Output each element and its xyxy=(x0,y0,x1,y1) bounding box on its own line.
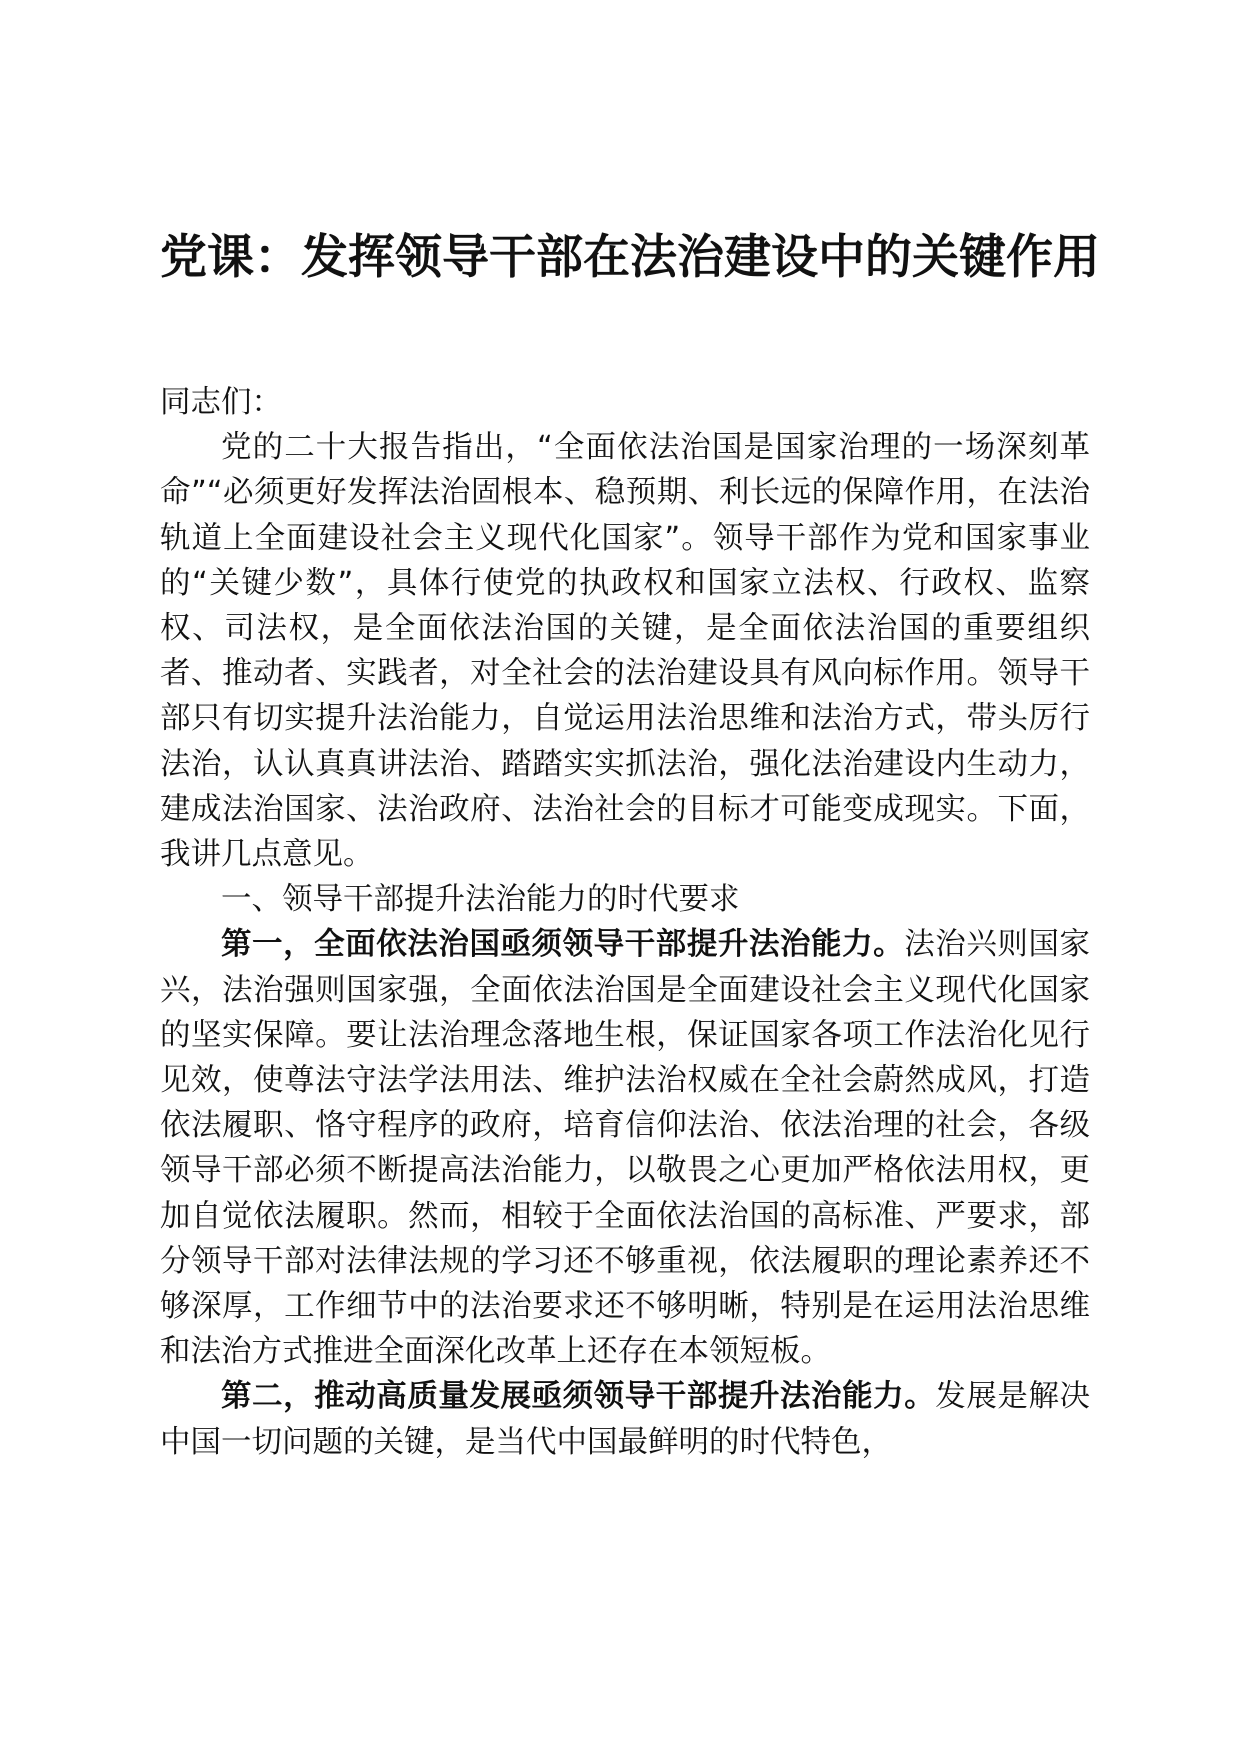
section-heading: 一、领导干部提升法治能力的时代要求 xyxy=(221,882,740,918)
intro-paragraph: 党的二十大报告指出，“全面依法治国是国家治理的一场深刻革命”“必须更好发挥法治固根本、稳预期、利长远的保障作用，在法治轨道上全面建设社会主义现代化国家”。领导干部作为党和国家事业的“关键少数”，具体行使党的执政权和国家立法权、行政权、监察权、司法权，是全面依法治国的关键，是全面依法治国的重要组织者、推动者、实践者，对全社会的法治建设具有风向标作用。领导干部只有切实提升法治能力，自觉运用法治思维和法治方式，带头厉行法治，认认真真讲法治、踏踏实实抓法治，强化法治建设内生动力，建成法治国家、法治政府、法治社会的目标才可能变成现实。下面，我讲几点意见。 xyxy=(160,430,1090,873)
point-one-body: 法治兴则国家兴，法治强则国家强，全面依法治国是全面建设社会主义现代化国家的坚实保障。要让法治理念落地生根，保证国家各项工作法治化见行见效，使尊法守法学法用法、维护法治权威在全社会蔚然成风，打造依法履职、恪守程序的政府，培育信仰法治、依法治理的社会，各级领导干部必须不断提高法治能力，以敬畏之心更加严格依法用权，更加自觉依法履职。然而，相较于全面依法治国的高标准、严要求，部分领导干部对法律法规的学习还不够重视，依法履职的理论素养还不够深厚，工作细节中的法治要求还不够明晰，特别是在运用法治思维和法治方式推进全面深化改革上还存在本领短板。 xyxy=(160,927,1091,1370)
greeting: 同志们： xyxy=(160,385,282,420)
point-one-lead: 第一，全面依法治国亟须领导干部提升法治能力。 xyxy=(221,927,905,963)
document-body xyxy=(160,380,1090,1465)
point-two-lead: 第二，推动高质量发展亟须领导干部提升法治能力。 xyxy=(221,1379,936,1415)
point-two-body: 发展是解决中国一切问题的关键，是当代中国最鲜明的时代特色， xyxy=(160,1379,1091,1460)
point-two-paragraph xyxy=(160,1374,1090,1464)
document-title: 党课：发挥领导干部在法治建设中的关键作用 xyxy=(160,230,1100,285)
point-one-paragraph xyxy=(160,922,1090,1374)
